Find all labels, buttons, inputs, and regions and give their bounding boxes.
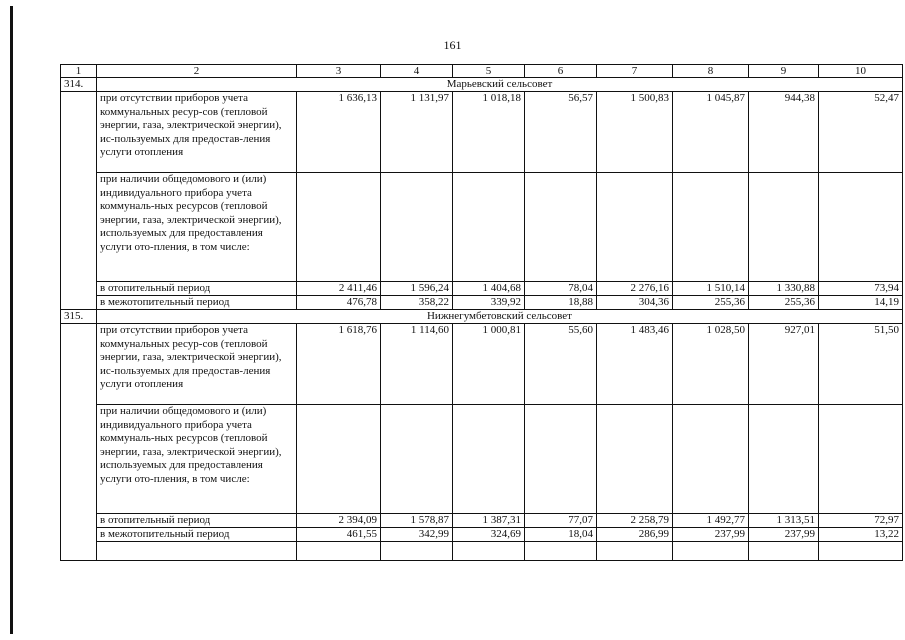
value-cell: 255,36: [749, 296, 819, 310]
value-cell: 1 330,88: [749, 282, 819, 296]
value-cell: 255,36: [673, 296, 749, 310]
tariff-table: [60, 64, 903, 561]
scan-edge-line: [10, 6, 13, 634]
value-cell: [453, 405, 525, 514]
row-label: при отсутствии приборов учета коммунальных ресур-сов (тепловой энергии, газа, электрической энергии), ис-пользуемых для предостав-ления услуги отопления: [97, 324, 297, 405]
value-cell: 73,94: [819, 282, 903, 296]
value-cell: 1 492,77: [673, 514, 749, 528]
value-cell: 2 411,46: [297, 282, 381, 296]
column-header: 2: [97, 65, 297, 78]
column-header: 9: [749, 65, 819, 78]
value-cell: [97, 542, 297, 561]
value-cell: 78,04: [525, 282, 597, 296]
table-row: [61, 92, 903, 173]
column-header: 7: [597, 65, 673, 78]
value-cell: [381, 173, 453, 282]
value-cell: 237,99: [749, 528, 819, 542]
value-cell: [297, 542, 381, 561]
column-header: 3: [297, 65, 381, 78]
value-cell: [597, 173, 673, 282]
value-cell: 1 483,46: [597, 324, 673, 405]
table-row: [61, 514, 903, 528]
section-header-row: [61, 310, 903, 324]
column-header: 6: [525, 65, 597, 78]
row-label: в отопительный период: [97, 282, 297, 296]
value-cell: [673, 173, 749, 282]
value-cell: 1 500,83: [597, 92, 673, 173]
value-cell: [749, 542, 819, 561]
value-cell: [749, 173, 819, 282]
section-title: Марьевский сельсовет: [97, 78, 903, 92]
value-cell: 1 578,87: [381, 514, 453, 528]
table-row: [61, 296, 903, 310]
value-cell: [525, 173, 597, 282]
value-cell: 237,99: [673, 528, 749, 542]
value-cell: 18,04: [525, 528, 597, 542]
value-cell: 1 510,14: [673, 282, 749, 296]
value-cell: 77,07: [525, 514, 597, 528]
row-label: при наличии общедомового и (или) индивидуального прибора учета коммуналь-ных ресурсов (тепловой энергии, газа, электрической энергии), используемых для предоставления услуги ото-пления, в том числе:: [97, 405, 297, 514]
table-row: [61, 542, 903, 561]
value-cell: [673, 405, 749, 514]
section-number: 314.: [61, 78, 97, 92]
value-cell: 342,99: [381, 528, 453, 542]
table-row: [61, 405, 903, 514]
section-header-row: [61, 78, 903, 92]
value-cell: 927,01: [749, 324, 819, 405]
value-cell: 18,88: [525, 296, 597, 310]
value-cell: 1 387,31: [453, 514, 525, 528]
value-cell: 324,69: [453, 528, 525, 542]
column-header: 5: [453, 65, 525, 78]
value-cell: 72,97: [819, 514, 903, 528]
row-label: в межотопительный период: [97, 296, 297, 310]
value-cell: [297, 173, 381, 282]
value-cell: [819, 542, 903, 561]
value-cell: [381, 405, 453, 514]
value-cell: [749, 405, 819, 514]
section-number: 315.: [61, 310, 97, 324]
column-header: 1: [61, 65, 97, 78]
column-header: 4: [381, 65, 453, 78]
value-cell: 1 636,13: [297, 92, 381, 173]
value-cell: 1 028,50: [673, 324, 749, 405]
table-row: [61, 282, 903, 296]
value-cell: 461,55: [297, 528, 381, 542]
row-label: в межотопительный период: [97, 528, 297, 542]
value-cell: [673, 542, 749, 561]
value-cell: 1 045,87: [673, 92, 749, 173]
value-cell: [381, 542, 453, 561]
value-cell: 1 404,68: [453, 282, 525, 296]
value-cell: 1 018,18: [453, 92, 525, 173]
value-cell: [453, 173, 525, 282]
row-number-cell: [61, 324, 97, 561]
column-header-row: [61, 65, 903, 78]
value-cell: 1 114,60: [381, 324, 453, 405]
value-cell: 55,60: [525, 324, 597, 405]
row-number-cell: [61, 92, 97, 310]
value-cell: 2 394,09: [297, 514, 381, 528]
column-header: 10: [819, 65, 903, 78]
value-cell: 1 313,51: [749, 514, 819, 528]
value-cell: 52,47: [819, 92, 903, 173]
value-cell: 51,50: [819, 324, 903, 405]
value-cell: 286,99: [597, 528, 673, 542]
value-cell: 339,92: [453, 296, 525, 310]
value-cell: 1 131,97: [381, 92, 453, 173]
value-cell: [453, 542, 525, 561]
value-cell: [525, 542, 597, 561]
value-cell: 13,22: [819, 528, 903, 542]
value-cell: 1 618,76: [297, 324, 381, 405]
value-cell: [297, 405, 381, 514]
value-cell: 14,19: [819, 296, 903, 310]
value-cell: 304,36: [597, 296, 673, 310]
column-header: 8: [673, 65, 749, 78]
value-cell: [819, 173, 903, 282]
value-cell: 944,38: [749, 92, 819, 173]
value-cell: [819, 405, 903, 514]
value-cell: [525, 405, 597, 514]
row-label: при наличии общедомового и (или) индивидуального прибора учета коммуналь-ных ресурсов (тепловой энергии, газа, электрической энергии), используемых для предоставления услуги ото-пления, в том числе:: [97, 173, 297, 282]
value-cell: 476,78: [297, 296, 381, 310]
value-cell: 2 276,16: [597, 282, 673, 296]
row-label: в отопительный период: [97, 514, 297, 528]
value-cell: 358,22: [381, 296, 453, 310]
row-label: при отсутствии приборов учета коммунальных ресур-сов (тепловой энергии, газа, электрической энергии), ис-пользуемых для предостав-ления услуги отопления: [97, 92, 297, 173]
table-row: [61, 528, 903, 542]
table-row: [61, 173, 903, 282]
section-title: Нижнегумбетовский сельсовет: [97, 310, 903, 324]
value-cell: 56,57: [525, 92, 597, 173]
table-row: [61, 324, 903, 405]
value-cell: 1 000,81: [453, 324, 525, 405]
value-cell: [597, 405, 673, 514]
page-number: 161: [443, 38, 462, 52]
value-cell: 2 258,79: [597, 514, 673, 528]
value-cell: [597, 542, 673, 561]
value-cell: 1 596,24: [381, 282, 453, 296]
